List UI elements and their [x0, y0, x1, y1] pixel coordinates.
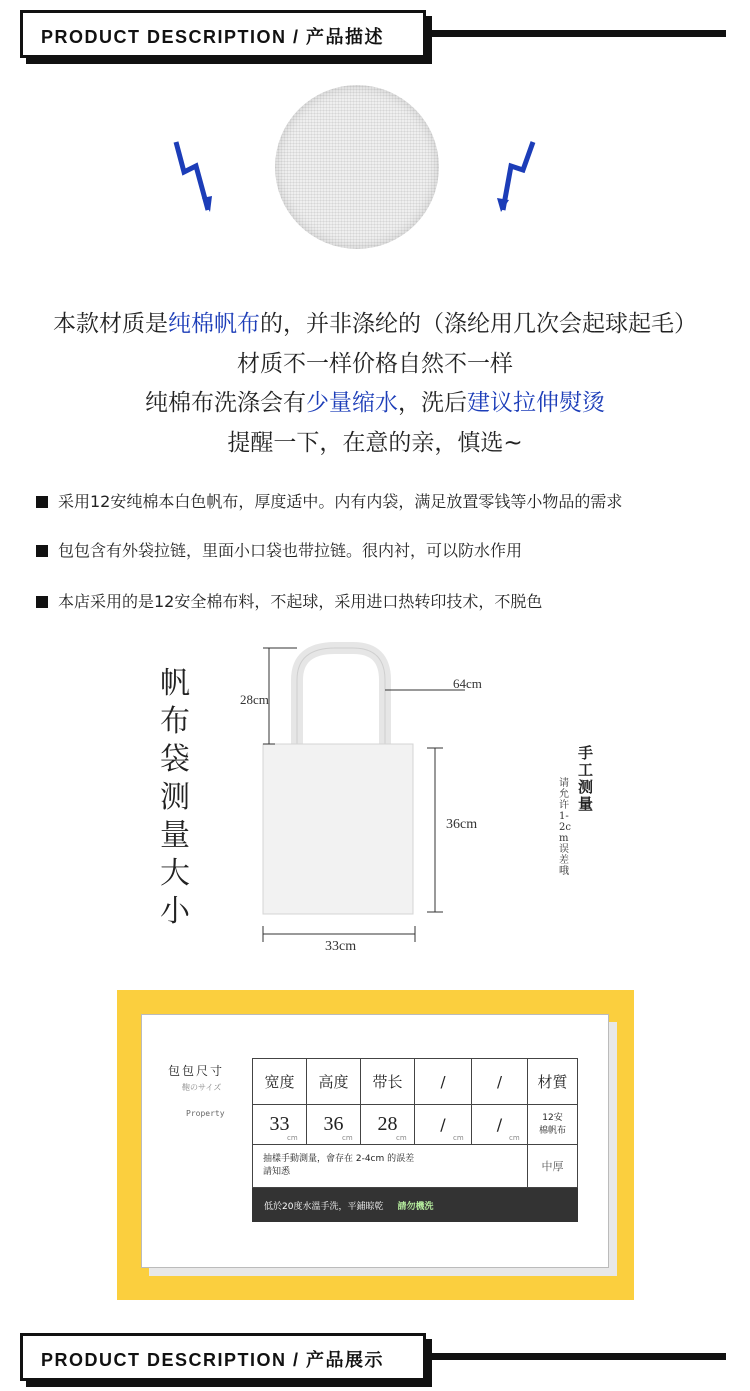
- intro-highlight: 建议拉伸熨烫: [467, 390, 605, 416]
- size-card-property: Property: [186, 1109, 225, 1118]
- bullet-text: 采用12安纯棉本白色帆布，厚度适中。内有内袋，满足放置零钱等小物品的需求: [58, 492, 623, 511]
- bullet-item: [36, 489, 622, 512]
- intro-highlight: 纯棉帆布: [168, 311, 260, 337]
- intro-text: 纯棉布洗涤会有: [145, 390, 306, 416]
- strap-length-label: 64cm: [453, 676, 482, 691]
- header-box: [20, 1333, 426, 1381]
- hand-measure-note: 手工测量: [578, 744, 594, 813]
- value-strap: 28: [360, 1104, 415, 1145]
- lightning-right-icon: [493, 140, 538, 215]
- value-empty-1: /: [414, 1104, 472, 1145]
- bullet-item: [36, 538, 522, 561]
- value-height: 36: [306, 1104, 361, 1145]
- fabric-swatch-image: [275, 85, 439, 249]
- header-rule: [426, 30, 726, 37]
- bag-width-label: 33cm: [325, 939, 357, 954]
- unit-label: cm: [287, 1134, 298, 1142]
- intro-line-3: [0, 384, 750, 417]
- bullet-square-icon: [36, 496, 48, 508]
- header-box: [20, 10, 426, 58]
- lightning-left-icon: [170, 140, 215, 215]
- value-material: 12安 棉帆布: [527, 1104, 578, 1145]
- header-height: 高度: [306, 1058, 361, 1105]
- header-label: PRODUCT DESCRIPTION / 产品展示: [41, 1350, 385, 1370]
- size-card-subtitle: 鞄のサイズ: [182, 1083, 222, 1092]
- thickness-value: 中厚: [527, 1144, 578, 1188]
- intro-line-4: 提醒一下，在意的亲，慎选~: [227, 430, 523, 456]
- no-machine-wash-text: 請勿機洗: [397, 1201, 434, 1212]
- header-label: PRODUCT DESCRIPTION / 产品描述: [41, 27, 385, 47]
- intro-text: ，洗后: [398, 390, 467, 416]
- tolerance-note: 请允许1-2cm误差哦: [559, 778, 571, 877]
- unit-label: cm: [396, 1134, 407, 1142]
- bullet-square-icon: [36, 596, 48, 608]
- header-empty-1: /: [414, 1058, 472, 1105]
- section-header-description: [20, 10, 726, 66]
- header-rule: [426, 1353, 726, 1360]
- bullet-square-icon: [36, 545, 48, 557]
- bullet-text: 包包含有外袋拉链，里面小口袋也带拉链。很内衬，可以防水作用: [58, 541, 523, 560]
- intro-line-2: 材质不一样价格自然不一样: [237, 351, 513, 377]
- header-empty-2: /: [471, 1058, 528, 1105]
- header-material: 材質: [527, 1058, 578, 1105]
- bullet-text: 本店采用的是12安全棉布料，不起球，采用进口热转印技术，不脱色: [58, 592, 543, 611]
- bullet-item: [36, 589, 542, 612]
- intro-line-1: [0, 305, 750, 338]
- size-card-title: 包包尺寸: [168, 1064, 225, 1078]
- handle-height-label: 28cm: [240, 692, 269, 707]
- bag-height-label: 36cm: [446, 817, 478, 832]
- intro-text: 本款材质是: [53, 311, 168, 337]
- intro-highlight: 少量缩水: [306, 390, 398, 416]
- measure-note: 抽樣手動測量，會存在 2-4cm 的誤差 請知悉: [252, 1144, 528, 1188]
- unit-label: cm: [453, 1134, 464, 1142]
- diagram-title: 帆布袋测量大小: [160, 666, 190, 929]
- unit-label: cm: [509, 1134, 520, 1142]
- wash-instruction-bar: [252, 1188, 578, 1222]
- header-width: 宽度: [252, 1058, 307, 1105]
- value-empty-2: /: [471, 1104, 528, 1145]
- intro-text: 的，并非涤纶的（涤纶用几次会起球起毛）: [260, 311, 697, 337]
- header-strap: 带长: [360, 1058, 415, 1105]
- value-width: 33: [252, 1104, 307, 1145]
- wash-text: 低於20度水溫手洗，平鋪晾乾: [264, 1201, 384, 1212]
- section-header-display: [20, 1333, 726, 1389]
- unit-label: cm: [342, 1134, 353, 1142]
